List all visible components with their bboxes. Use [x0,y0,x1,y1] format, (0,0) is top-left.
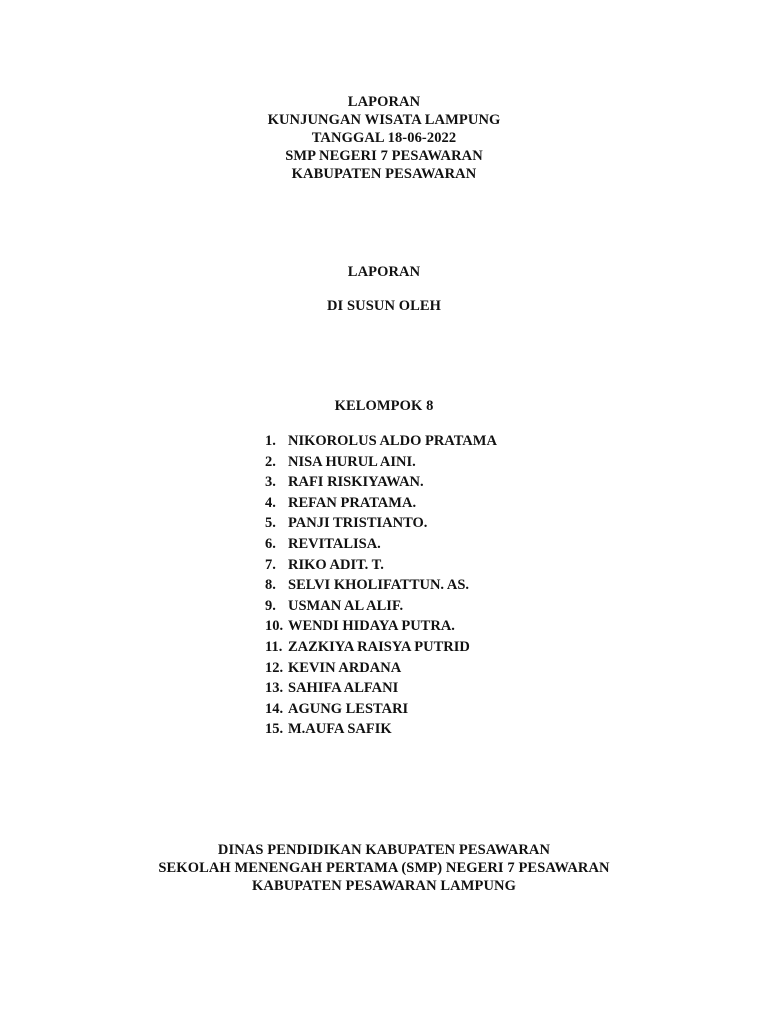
list-item [265,575,497,596]
list-item-number: 6. [265,535,276,552]
list-item [265,431,497,452]
list-item [265,616,497,637]
list-item-number: 9. [265,597,276,614]
list-item [265,719,497,740]
list-item-name: RAFI RISKIYAWAN. [288,474,424,491]
list-item [265,493,497,514]
list-item-name: SAHIFA ALFANI [288,680,399,697]
list-item-number: 12. [265,659,284,676]
list-item [265,699,497,720]
list-item-number: 10. [265,618,284,635]
list-item-name: ZAZKIYA RAISYA PUTRID [288,638,470,655]
list-item-name: NISA HURUL AINI. [288,453,416,470]
footer-line-education-office: DINAS PENDIDIKAN KABUPATEN PESAWARAN [217,842,551,858]
list-item-number: 1. [265,433,276,449]
list-item [265,534,497,555]
list-item-number: 13. [265,680,284,697]
list-item-name: KEVIN ARDANA [288,659,402,676]
compiled-by-label: DI SUSUN OLEH [326,298,442,314]
list-item-name: M.AUFA SAFIK [288,721,392,738]
list-item-number: 5. [265,515,276,532]
list-item-name: RIKO ADIT. T. [288,556,384,573]
list-item [265,658,497,679]
list-item-number: 2. [265,453,276,470]
list-item-number: 14. [265,700,284,717]
list-item-name: AGUNG LESTARI [288,700,409,717]
list-item-number: 15. [265,721,284,738]
footer-block [0,841,768,895]
list-item-name: NIKOROLUS ALDO PRATAMA [288,433,497,449]
list-item [265,452,497,473]
member-list [265,431,497,740]
list-item [265,472,497,493]
list-item [265,555,497,576]
header-line-date: TANGGAL 18-06-2022 [311,130,457,146]
header-block [0,93,768,183]
list-item-name: PANJI TRISTIANTO. [288,515,428,532]
list-item-name: WENDI HIDAYA PUTRA. [288,618,455,635]
list-item-number: 3. [265,474,276,491]
list-item-number: 8. [265,577,276,594]
group-title: KELOMPOK 8 [334,398,434,414]
list-item [265,637,497,658]
footer-line-school-full: SEKOLAH MENENGAH PERTAMA (SMP) NEGERI 7 PESAWARAN [158,860,610,876]
list-item-name: SELVI KHOLIFATTUN. AS. [288,577,470,594]
list-item-number: 11. [265,638,283,655]
report-label: LAPORAN [347,264,421,280]
list-item [265,678,497,699]
list-item-name: USMAN AL ALIF. [288,597,404,614]
footer-line-regency: KABUPATEN PESAWARAN LAMPUNG [252,878,516,894]
list-item-name: REVITALISA. [288,535,381,552]
header-line-visit: KUNJUNGAN WISATA LAMPUNG [267,112,501,128]
header-line-report: LAPORAN [347,94,421,110]
header-line-regency: KABUPATEN PESAWARAN [291,166,477,182]
list-item [265,596,497,617]
list-item [265,513,497,534]
list-item-name: REFAN PRATAMA. [288,494,417,511]
list-item-number: 7. [265,556,276,573]
list-item-number: 4. [265,494,276,511]
header-line-school: SMP NEGERI 7 PESAWARAN [285,148,483,164]
